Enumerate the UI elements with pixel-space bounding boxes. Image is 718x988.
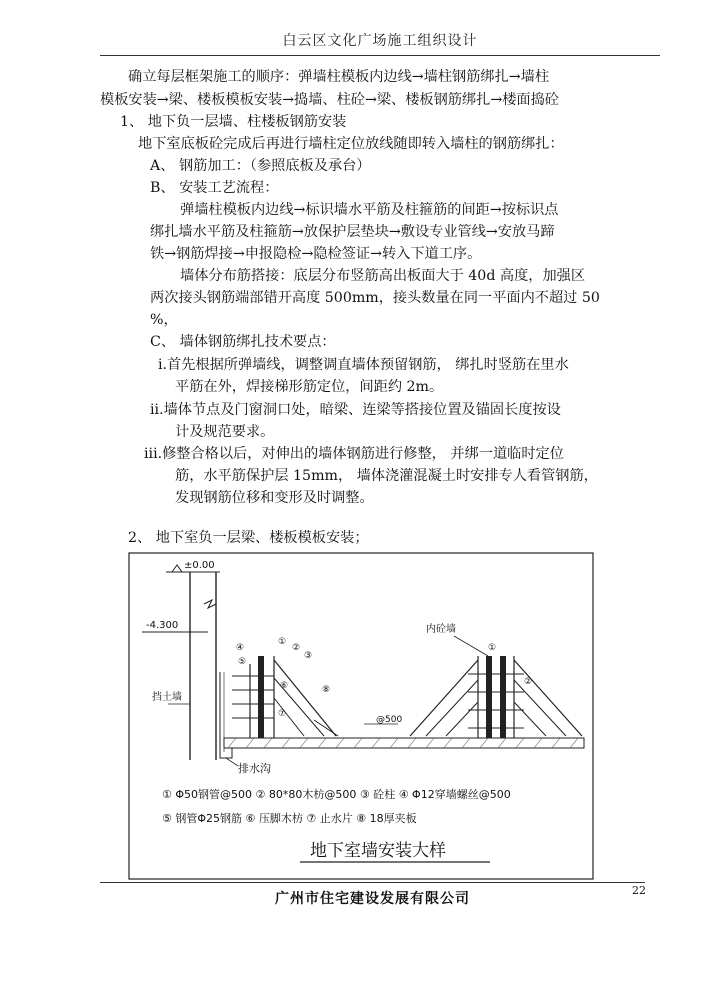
- footer-company: 广州市住宅建设发展有限公司: [275, 891, 470, 907]
- text-line: 地下室底板砼完成后再进行墙柱定位放线随即转入墙柱的钢筋绑扎：: [138, 136, 564, 152]
- callout: ④: [236, 643, 245, 653]
- text-line: 发现钢筋位移和变形及时调整。: [175, 490, 374, 506]
- diagram-svg: [128, 552, 594, 880]
- text-line: ii.墙体节点及门窗洞口处，暗梁、连梁等搭接位置及锚固长度按设: [150, 402, 561, 418]
- text-line: %，: [150, 312, 178, 328]
- concrete-wall-label: 内砼墙: [426, 624, 456, 635]
- left-brace: [274, 660, 336, 736]
- right-wall-form-right: [500, 656, 506, 740]
- text-line: 平筋在外，焊接梯形筋定位，间距约 2m。: [175, 379, 444, 395]
- subsection-heading: A、 钢筋加工：（参照底板及承台）: [150, 158, 371, 174]
- footer-rule: [100, 882, 645, 883]
- text-line: 两次接头钢筋端部错开高度 500mm，接头数量在同一平面内不超过 50: [150, 290, 600, 306]
- callout: ①: [278, 637, 287, 647]
- callout: ②: [524, 677, 533, 687]
- subsection-heading: C、 墙体钢筋绑扎技术要点：: [150, 334, 336, 350]
- header-title: 白云区文化广场施工组织设计: [282, 33, 478, 49]
- level-mid-label: -4.300: [146, 620, 179, 631]
- right-brace-left: [410, 660, 478, 736]
- callout: ⑧: [322, 685, 331, 695]
- text-line: 计及规范要求。: [175, 424, 275, 440]
- legend-row-1: ① Φ50钢管@500 ② 80*80木枋@500 ③ 砼柱 ④ Φ12穿墙螺丝@500: [162, 788, 511, 801]
- callout: ⑥: [280, 681, 289, 691]
- retaining-wall-label: 挡土墙: [152, 692, 182, 703]
- drain-label: 排水沟: [238, 762, 271, 775]
- drain-channel: [220, 748, 232, 758]
- page-number: 22: [632, 884, 646, 897]
- floor-slab: [224, 738, 584, 748]
- level-marker-top: [172, 565, 182, 572]
- level-top-label: ±0.00: [184, 560, 215, 571]
- text-line: 确立每层框架施工的顺序：弹墙柱模板内边线→墙柱钢筋绑扎→墙柱: [128, 69, 550, 85]
- text-line: 墙体分布筋搭接：底层分布竖筋高出板面大于 40d 高度，加强区: [180, 268, 586, 284]
- callout: ⑦: [278, 709, 287, 719]
- text-line: i.首先根据所弹墙线，调整调直墙体预留钢筋， 绑扎时竖筋在里水: [158, 357, 569, 373]
- right-brace-right: [514, 660, 582, 736]
- diagram-title: 地下室墙安装大样: [310, 841, 446, 861]
- wall-formwork-diagram: [128, 552, 594, 880]
- break-mark: [204, 600, 216, 608]
- diagram-frame: [129, 553, 593, 879]
- right-wall-form-left: [486, 656, 492, 740]
- text-line: 弹墙柱模板内边线→标识墙水平筋及柱箍筋的间距→按标识点: [180, 202, 559, 218]
- section-heading: 2、 地下室负一层梁、楼板模板安装；: [128, 530, 369, 546]
- right-callouts: [488, 643, 532, 687]
- legend-row-2: ⑤ 钢管Φ25钢筋 ⑥ 压脚木枋 ⑦ 止水片 ⑧ 18厚夹板: [162, 812, 417, 825]
- callout: ①: [488, 643, 497, 653]
- left-wall-form: [258, 656, 264, 740]
- header-rule: [100, 55, 660, 56]
- text-line: 模板安装→梁、楼板模板安装→捣墙、柱砼→梁、楼板钢筋绑扎→楼面捣砼: [100, 92, 559, 108]
- text-line: iii.修整合格以后，对伸出的墙体钢筋进行修整， 并绑一道临时定位: [144, 446, 564, 462]
- text-line: 铁→钢筋焊接→申报隐检→隐检签证→转入下道工序。: [150, 246, 482, 262]
- section-heading: 1、 地下负一层墙、柱楼板钢筋安装: [120, 114, 347, 130]
- callout: ②: [292, 643, 301, 653]
- spacing-label: @500: [376, 715, 403, 725]
- text-line: 绑扎墙水平筋及柱箍筋→放保护层垫块→敷设专业管线→安放马蹄: [150, 224, 555, 240]
- subsection-heading: B、 安装工艺流程：: [150, 180, 279, 196]
- callout: ⑤: [238, 657, 247, 667]
- callout: ③: [304, 651, 313, 661]
- text-line: 筋，水平筋保护层 15mm， 墙体浇灌混凝土时安排专人看管钢筋，: [175, 468, 598, 484]
